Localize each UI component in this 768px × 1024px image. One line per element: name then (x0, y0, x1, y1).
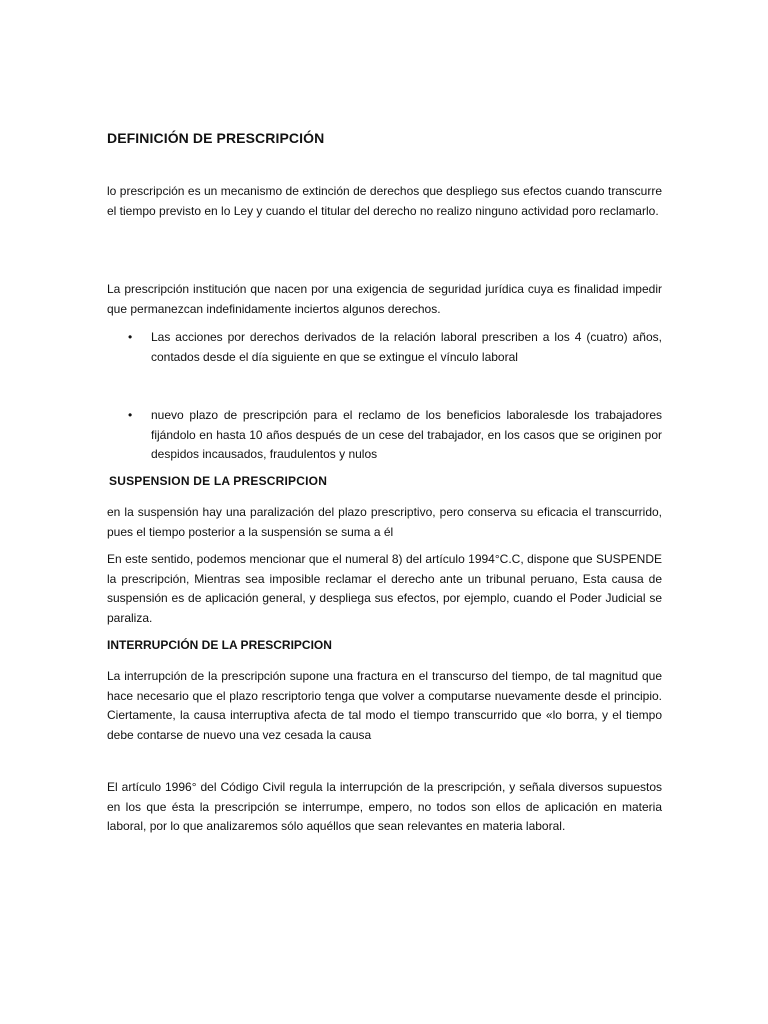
bullet-icon: • (128, 408, 133, 422)
suspension-article-paragraph: En este sentido, podemos mencionar que el numeral 8) del artículo 1994°C.C, dispone que SUSPENDE la prescripción, Mientras sea imposible reclamar el derecho ante un tribunal peruano, Esta causa de suspensión es de aplicación general, y despliega sus efectos, por ejemplo, cuando el Poder Judicial se paraliza. (107, 552, 662, 625)
bullet-text: nuevo plazo de prescripción para el reclamo de los beneficios laboralesde los trabajadores fijándolo en hasta 10 años después de un cese del trabajador, en los casos que se originen por despidos incausados, fraudulentos y nulos (151, 408, 662, 461)
civil-code-paragraph: El artículo 1996° del Código Civil regula la interrupción de la prescripción, y señala diversos supuestos en los que ésta la prescripción se interrumpe, empero, no todos son ellos de aplicación en materia laboral, por lo que analizaremos sólo aquéllos que sean relevantes en materia laboral. (107, 780, 662, 833)
suspension-heading: SUSPENSION DE LA PRESCRIPCION (109, 474, 328, 488)
bullet-icon: • (128, 330, 133, 344)
document-title: DEFINICIÓN DE PRESCRIPCIÓN (107, 130, 325, 146)
interruption-paragraph: La interrupción de la prescripción supone una fractura en el transcurso del tiempo, de tal magnitud que hace necesario que el plazo rescriptorio tenga que volver a computarse nuevamente desde el principio. Ciertamente, la causa interruptiva afecta de tal modo el tiempo transcurrido que «lo borra, y el tiempo debe contarse de nuevo una vez cesada la causa (107, 669, 662, 742)
bullet-text: Las acciones por derechos derivados de la relación laboral prescriben a los 4 (cuatro) años, contados desde el día siguiente en que se extingue el vínculo laboral (151, 330, 662, 364)
intro-paragraph: lo prescripción es un mecanismo de extinción de derechos que despliego sus efectos cuando transcurre el tiempo previsto en lo Ley y cuando el titular del derecho no realizo ninguno actividad poro reclamarlo. (107, 184, 662, 218)
interruption-heading: INTERRUPCIÓN DE LA PRESCRIPCION (107, 638, 332, 652)
prescription-institution-paragraph: La prescripción institución que nacen por una exigencia de seguridad jurídica cuya es finalidad impedir que permanezcan indefinidamente inciertos algunos derechos. (107, 282, 662, 316)
suspension-paragraph: en la suspensión hay una paralización del plazo prescriptivo, pero conserva su eficacia el transcurrido, pues el tiempo posterior a la suspensión se suma a él (107, 505, 662, 539)
